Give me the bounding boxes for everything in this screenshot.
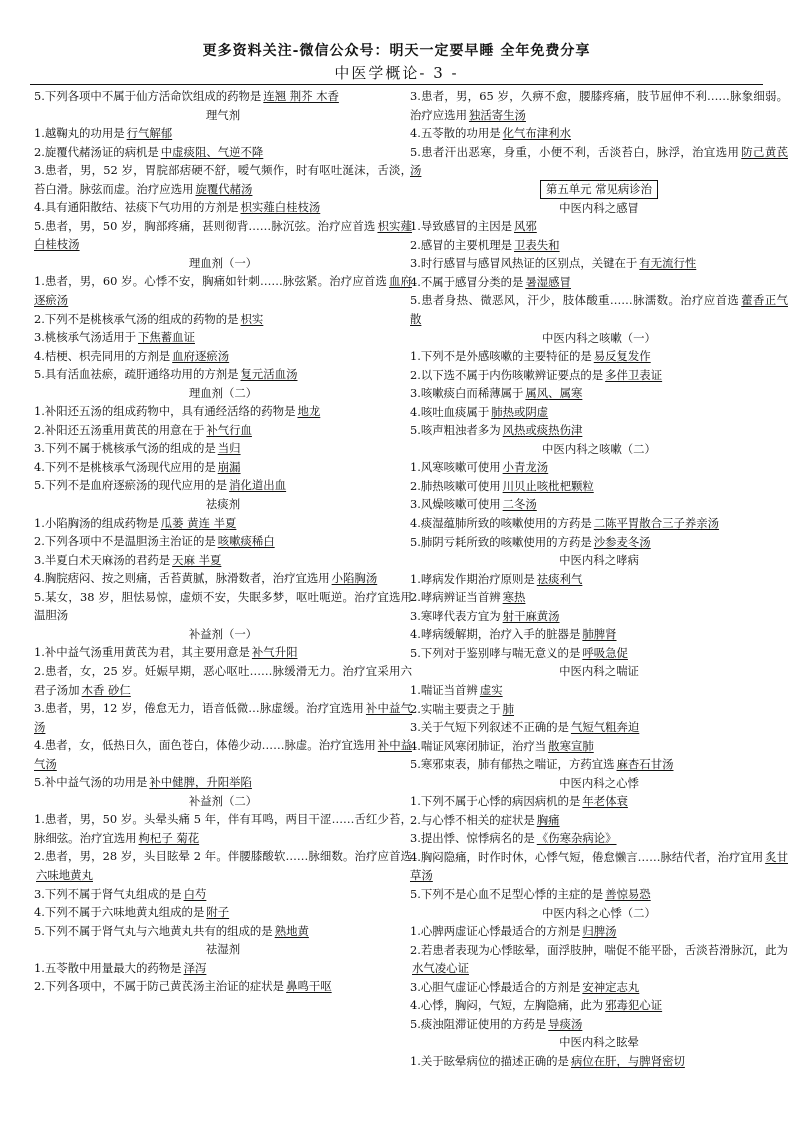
question-text: 3.桃核承气汤适用于 <box>34 330 136 345</box>
answer-text: 二冬汤 <box>502 497 537 512</box>
section-heading: 理气剂 <box>205 107 241 122</box>
section-heading: 中医内科之喘证 <box>559 664 639 679</box>
question-text: 5.下列不是血府逐瘀汤的现代应用的是 <box>34 478 228 493</box>
question-item <box>410 607 788 626</box>
question-item <box>410 143 788 180</box>
question-text: 2.感冒的主要机理是 <box>410 237 512 252</box>
question-item <box>410 848 788 885</box>
question-text: 1.患者，男，50 岁。头晕头痛 5 年，伴有耳鸣，两目干涩……舌红少苔，脉细弦。治疗宜选用 <box>34 812 412 845</box>
answer-text: 水气凌心证 <box>412 961 469 976</box>
answer-text: 寒热 <box>502 590 526 605</box>
answer-text: 善惊易恐 <box>605 886 651 901</box>
question-item <box>34 662 412 699</box>
question-item <box>34 365 412 384</box>
question-item <box>410 829 788 848</box>
question-item <box>410 996 788 1015</box>
answer-text: 咳嗽痰稀白 <box>217 534 275 549</box>
question-text: 3.时行感冒与感冒风热证的区别点，关键在于 <box>410 256 638 271</box>
answer-text: 血府逐瘀汤 <box>172 348 230 363</box>
question-item <box>34 217 412 254</box>
question-text: 2.实喘主要责之于 <box>410 701 501 716</box>
answer-text: 木香 砂仁 <box>81 682 131 697</box>
question-text: 1.心脾两虚证心悸最适合的方剂是 <box>410 924 581 939</box>
question-text: 4.哮病缓解期，治疗入手的脏器是 <box>410 627 581 642</box>
question-text: 4.咳吐血痰属于 <box>410 404 490 419</box>
right-column <box>410 87 788 1070</box>
header-divider <box>30 84 763 85</box>
section-heading: 中医内科之心悸（二） <box>542 905 656 920</box>
question-text: 2.下列各项中，不属于防己黄芪汤主治证的症状是 <box>34 979 285 994</box>
question-item <box>410 533 788 552</box>
answer-text: 病位在肝，与脾肾密切 <box>570 1053 685 1068</box>
left-column <box>34 87 412 996</box>
answer-text: 熟地黄 <box>274 923 309 938</box>
question-item <box>34 476 412 495</box>
answer-text: 导痰汤 <box>548 1016 583 1031</box>
answer-text: 虚实 <box>479 682 503 697</box>
answer-text: 血府逐瘀汤 <box>34 274 412 308</box>
question-item <box>34 847 412 884</box>
question-text: 2.患者，男，28 岁，头目眩晕 2 年。伴腰膝酸软……脉细数。治疗应首选 <box>34 849 412 864</box>
question-item <box>410 737 788 756</box>
question-text: 5.患者，男，50 岁，胸部疼痛，甚则彻背……脉沉弦。治疗应首选 <box>34 218 376 233</box>
question-item <box>410 755 788 774</box>
question-item <box>34 736 412 773</box>
question-text: 1.导致感冒的主因是 <box>410 219 512 234</box>
question-text: 1.患者，男，60 岁。心悸不安，胸痛如针刺……脉弦紧。治疗应首选 <box>34 274 388 289</box>
question-item <box>410 403 788 422</box>
question-text: 2.旋覆代赭汤证的病机是 <box>34 144 159 159</box>
question-text: 2.补阳还五汤重用黄芪的用意在于 <box>34 422 205 437</box>
question-item <box>34 959 412 978</box>
question-item <box>34 977 412 996</box>
question-text: 5.补中益气汤的功用是 <box>34 775 148 790</box>
answer-text: 补中健脾，升阳举陷 <box>149 775 252 790</box>
question-item <box>34 773 412 792</box>
question-text: 3.寒哮代表方宜为 <box>410 608 501 623</box>
section-heading: 中医内科之心悸 <box>559 775 639 790</box>
document-title: 中医学概论- 3 - <box>334 64 459 82</box>
answer-text: 气短气粗奔迫 <box>570 720 640 735</box>
question-text: 3.患者，男，65 岁，久痹不愈，腰膝疼痛，肢节屈伸不利……脉象细弱。治疗应选用 <box>410 89 788 122</box>
question-text: 5.下列对于鉴别哮与喘无意义的是 <box>410 645 581 660</box>
answer-text: 崩漏 <box>217 459 241 474</box>
question-item <box>34 272 412 309</box>
question-text: 2.若患者表现为心悸眩晕，面浮肢肿，喘促不能平卧，舌淡苔滑脉沉，此为 <box>410 942 788 957</box>
answer-text: 安神定志丸 <box>582 979 640 994</box>
question-text: 3.风燥咳嗽可使用 <box>410 497 501 512</box>
answer-text: 有无流行性 <box>639 256 697 271</box>
question-item <box>34 569 412 588</box>
answer-text: 藿香正气散 <box>410 293 788 327</box>
question-text: 1.喘证当首辨 <box>410 682 478 697</box>
question-text: 2.患者，女，25 岁。妊娠早期，恶心呕吐……脉缓滑无力。治疗宜采用六君子汤加 <box>34 663 412 697</box>
answer-text: 独活寄生汤 <box>468 107 526 122</box>
question-item <box>410 458 788 477</box>
question-item <box>410 811 788 830</box>
question-text: 4.不属于感冒分类的是 <box>410 274 524 289</box>
section-heading: 理血剂（一） <box>188 255 258 270</box>
question-item <box>410 347 788 366</box>
question-text: 5.下列不属于肾气丸与六地黄丸共有的组成的是 <box>34 923 273 938</box>
question-text: 3.咳嗽痰白而稀薄属于 <box>410 386 524 401</box>
unit-heading-row <box>410 180 788 199</box>
question-item <box>34 198 412 217</box>
question-item <box>34 810 412 847</box>
question-text: 4.五苓散的功用是 <box>410 126 501 141</box>
answer-text: 补中益气汤 <box>34 701 412 734</box>
answer-text: 复元活血汤 <box>240 367 298 382</box>
page-banner: 更多资料关注-微信公众号：明天一定要早睡 全年免费分享 <box>202 43 591 59</box>
section-heading: 补益剂（二） <box>188 793 258 808</box>
question-item <box>34 310 412 329</box>
question-text: 4.下列不是桃核承气汤现代应用的是 <box>34 459 216 474</box>
answer-text: 瓜蒌 黄连 半夏 <box>160 515 237 530</box>
question-text: 1.小陷胸汤的组成药物是 <box>34 515 159 530</box>
question-item <box>410 718 788 737</box>
question-text: 5.下列各项中不属于仙方活命饮组成的药物是 <box>34 89 262 103</box>
question-text: 3.关于气短下列叙述不正确的是 <box>410 720 569 735</box>
answer-text: 六味地黄丸 <box>36 867 93 882</box>
question-text: 5.具有活血祛瘀，疏肝通络功用的方剂是 <box>34 367 239 382</box>
question-item <box>410 885 788 904</box>
question-text: 5.患者身热、微恶风，汗少，肢体酸重……脉濡数。治疗应首选 <box>410 293 740 308</box>
question-item <box>410 124 788 143</box>
question-item <box>410 588 788 607</box>
question-item <box>410 1015 788 1034</box>
answer-text: 风邪 <box>514 219 537 234</box>
question-item <box>410 87 788 124</box>
answer-text: 麻杏石甘汤 <box>616 757 674 772</box>
answer-text: 化气布津利水 <box>502 126 571 141</box>
question-item <box>34 347 412 366</box>
question-item <box>410 625 788 644</box>
question-item <box>410 922 788 941</box>
answer-text: 小青龙汤 <box>502 460 549 475</box>
question-item <box>34 922 412 941</box>
question-item <box>410 978 788 997</box>
question-text: 4.胸脘痞闷、按之则痛，舌苔黄腻，脉滑数者，治疗宜选用 <box>34 571 330 586</box>
question-item <box>410 366 788 385</box>
answer-text: 胸痛 <box>536 812 560 827</box>
answer-text: 消化道出血 <box>229 478 287 493</box>
question-item <box>34 532 412 551</box>
answer-text: 枸杞子 菊花 <box>138 830 200 845</box>
question-text: 1.下列不是外感咳嗽的主要特征的是 <box>410 349 592 364</box>
question-item <box>410 792 788 811</box>
question-text: 5.下列不是心血不足型心悸的主症的是 <box>410 886 604 901</box>
question-text: 5.某女，38 岁，胆怯易惊，虚烦不安，失眠多梦，呕吐呃逆。治疗宜选用 温胆汤 <box>34 589 412 623</box>
answer-text: 鼻鸣干呕 <box>286 979 332 994</box>
answer-text: 防己黄芪汤 <box>410 144 788 178</box>
question-item <box>410 291 788 328</box>
answer-text: 多伴卫表证 <box>605 367 663 382</box>
question-text: 3.下列不属于肾气丸组成的是 <box>34 886 182 901</box>
answer-text: 旋覆代赭汤 <box>195 181 253 196</box>
answer-text: 补中益气汤 <box>34 738 412 771</box>
answer-text: 中虚痰阻、气逆不降 <box>160 144 264 159</box>
question-item <box>34 588 412 625</box>
question-text: 1.五苓散中用量最大的药物是 <box>34 960 182 975</box>
question-text: 3.下列不属于桃核承气汤的组成的是 <box>34 441 216 456</box>
section-heading: 中医内科之眩晕 <box>559 1035 639 1050</box>
question-text: 1.下列不属于心悸的病因病机的是 <box>410 794 581 809</box>
question-item <box>410 700 788 719</box>
answer-text: 《伤寒杂病论》 <box>536 831 617 846</box>
answer-text: 枳实 <box>240 311 264 326</box>
answer-text: 沙参麦冬汤 <box>593 534 651 549</box>
question-item <box>410 236 788 255</box>
answer-text: 泽泻 <box>183 960 207 975</box>
question-text: 2.哮病辨证当首辨 <box>410 590 501 605</box>
question-text: 4.患者，女，低热日久，面色苍白，体倦少动……脉虚。治疗宜选用 <box>34 738 376 753</box>
question-text: 1.哮病发作期治疗原则是 <box>410 571 535 586</box>
answer-text: 连翘 荆芥 木香 <box>263 89 339 103</box>
question-item <box>410 477 788 496</box>
answer-text: 枳实薤白桂枝汤 <box>34 218 412 252</box>
question-text: 3.患者，男，52 岁，胃脘部痞硬不舒，嗳气频作，时有呕吐涎沫，舌淡，苔白滑。脉弦而虚。治疗应选用 <box>34 163 412 196</box>
question-text: 5.寒邪束表，肺有郁热之喘证，方药宜选 <box>410 757 615 772</box>
question-text: 3.提出悸、惊悸病名的是 <box>410 831 535 846</box>
question-text: 4.桔梗、枳壳同用的方剂是 <box>34 348 171 363</box>
answer-text: 地龙 <box>297 404 321 419</box>
answer-text: 补气升阳 <box>251 645 298 660</box>
question-text: 1.补中益气汤重用黄芪为君，其主要用意是 <box>34 645 250 660</box>
answer-text: 炙甘草汤 <box>410 849 788 883</box>
question-text: 1.补阳还五汤的组成药物中，具有通经活络的药物是 <box>34 404 296 419</box>
question-item <box>34 87 412 106</box>
question-item <box>410 941 788 978</box>
question-item <box>34 124 412 143</box>
answer-text: 归脾汤 <box>582 924 617 939</box>
answer-text: 风热或痰热伤津 <box>502 423 583 438</box>
question-text: 1.越鞠丸的功用是 <box>34 126 125 141</box>
question-item <box>34 458 412 477</box>
section-heading: 补益剂（一） <box>188 626 258 641</box>
question-text: 2.以下选不属于内伤咳嗽辨证要点的是 <box>410 367 604 382</box>
answer-text: 年老体衰 <box>582 794 628 809</box>
answer-text: 肺 <box>502 701 515 716</box>
question-text: 3.心胆气虚证心悸最适合的方剂是 <box>410 979 581 994</box>
question-item <box>34 161 412 198</box>
answer-text: 天麻 半夏 <box>172 552 222 567</box>
question-text: 1.风寒咳嗽可使用 <box>410 460 501 475</box>
question-item <box>34 514 412 533</box>
question-text: 2.肺热咳嗽可使用 <box>410 478 501 493</box>
answer-text: 下焦蓄血证 <box>138 330 195 345</box>
question-item <box>34 402 412 421</box>
section-heading: 祛湿剂 <box>205 942 241 957</box>
question-item <box>410 681 788 700</box>
question-text: 2.下列各项中不是温胆汤主治证的是 <box>34 534 216 549</box>
question-item <box>34 328 412 347</box>
answer-text: 小陷胸汤 <box>331 571 378 586</box>
question-text: 5.肺阴亏耗所致的咳嗽使用的方药是 <box>410 534 592 549</box>
answer-text: 二陈平胃散合三子养亲汤 <box>593 516 720 531</box>
answer-text: 邪毒犯心证 <box>605 998 663 1013</box>
question-text: 2.下列不是桃核承气汤的组成的药物的是 <box>34 311 239 326</box>
question-text: 4.心悸，胸闷，气短，左胸隐痛，此为 <box>410 998 604 1013</box>
answer-text: 行气解郁 <box>126 126 173 141</box>
section-heading: 中医内科之感冒 <box>559 200 639 215</box>
question-item <box>34 421 412 440</box>
question-item <box>410 384 788 403</box>
answer-text: 当归 <box>217 441 241 456</box>
question-item <box>34 551 412 570</box>
answer-text: 附子 <box>206 905 230 920</box>
question-item <box>34 699 412 736</box>
question-text: 5.咳声粗浊者多为 <box>410 423 501 438</box>
answer-text: 补气行血 <box>206 422 252 437</box>
question-text: 4.胸闷隐痛，时作时休，心悸气短，倦怠懒言……脉结代者，治疗宜用 <box>410 849 764 864</box>
section-heading: 中医内科之哮病 <box>559 553 639 568</box>
question-item <box>34 143 412 162</box>
question-text: 5.患者汗出恶寒，身重，小便不利，舌淡苔白，脉浮，治宜选用 <box>410 144 740 159</box>
question-item <box>410 421 788 440</box>
question-item <box>34 439 412 458</box>
answer-text: 易反复发作 <box>593 349 651 364</box>
answer-text: 散寒宣肺 <box>548 738 594 753</box>
question-text: 4.具有通阳散结、祛痰下气功用的方剂是 <box>34 200 239 215</box>
question-text: 1.关于眩晕病位的描述正确的是 <box>410 1053 569 1068</box>
answer-text: 祛痰利气 <box>536 571 583 586</box>
section-heading: 理血剂（二） <box>188 385 258 400</box>
section-heading: 祛痰剂 <box>205 497 241 512</box>
question-item <box>410 273 788 292</box>
unit-heading: 第五单元 常见病诊治 <box>540 180 658 199</box>
answer-text: 暑湿感冒 <box>525 274 571 289</box>
question-text: 3.患者，男，12 岁，倦怠无力，语音低微…脉虚缓。治疗宜选用 <box>34 701 364 716</box>
section-heading: 中医内科之咳嗽（二） <box>542 441 656 456</box>
question-item <box>34 643 412 662</box>
question-item <box>410 217 788 236</box>
question-text: 2.与心悸不相关的症状是 <box>410 812 535 827</box>
question-item <box>410 495 788 514</box>
answer-text: 卫表失和 <box>514 237 560 252</box>
question-text: 4.痰湿蕴肺所致的咳嗽使用的方药是 <box>410 516 592 531</box>
answer-text: 肺热或阴虚 <box>491 404 549 419</box>
answer-text: 属风、属寒 <box>525 386 583 401</box>
answer-text: 白芍 <box>183 886 207 901</box>
question-item <box>410 514 788 533</box>
answer-text: 呼吸急促 <box>582 645 628 660</box>
question-text: 5.痰浊阻滞证使用的方药是 <box>410 1016 547 1031</box>
question-item <box>410 254 788 273</box>
question-text: 4.下列不属于六味地黄丸组成的是 <box>34 905 205 920</box>
question-text: 3.半夏白术天麻汤的君药是 <box>34 552 171 567</box>
question-item <box>410 1052 788 1071</box>
question-item <box>34 885 412 904</box>
question-item <box>410 570 788 589</box>
answer-text: 枳实薤白桂枝汤 <box>240 200 321 215</box>
answer-text: 肺脾肾 <box>582 627 617 642</box>
question-text: 4.喘证风寒闭肺证，治疗当 <box>410 738 547 753</box>
question-item <box>34 903 412 922</box>
answer-text: 射干麻黄汤 <box>502 608 560 623</box>
section-heading: 中医内科之咳嗽（一） <box>542 330 656 345</box>
question-item <box>410 644 788 663</box>
answer-text: 川贝止咳枇杷颗粒 <box>502 478 594 493</box>
